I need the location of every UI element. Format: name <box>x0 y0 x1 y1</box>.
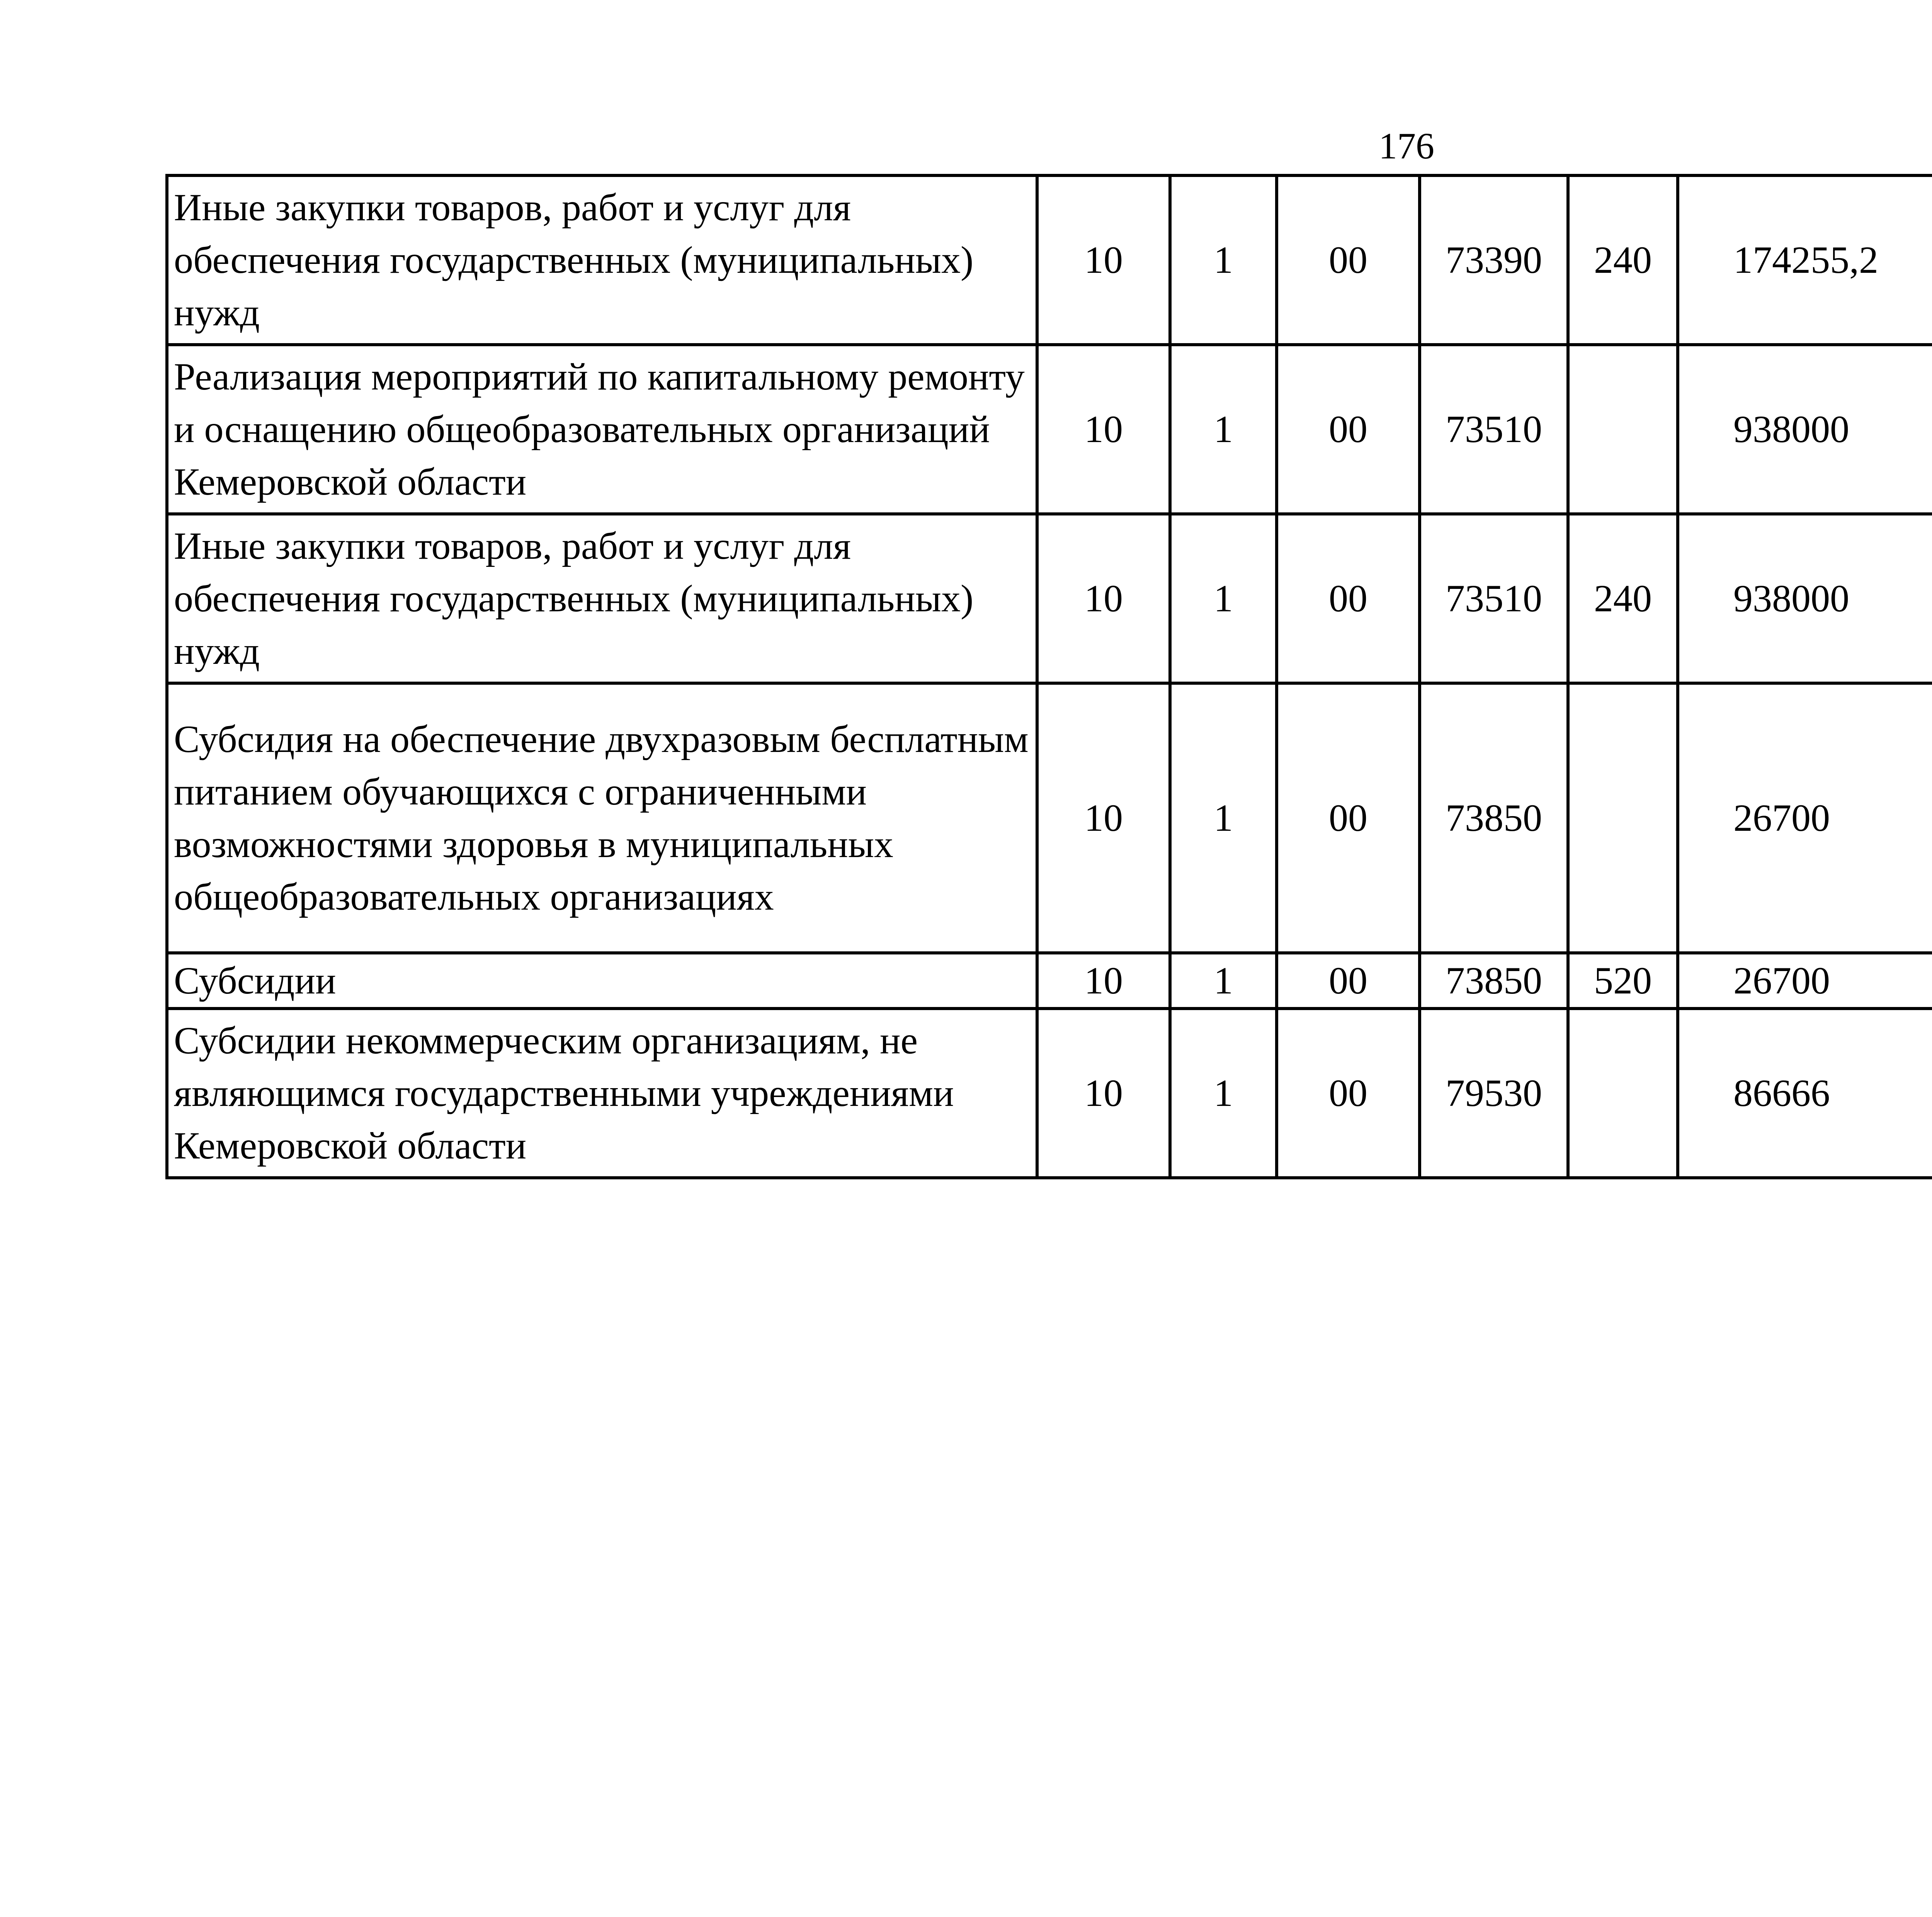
row-name: Иные закупки товаров, работ и услуг для обеспечения государственных (муниципальных) нужд <box>167 175 1037 345</box>
row-amount-1: 86666 <box>1678 1009 1932 1178</box>
row-section: 10 <box>1037 1009 1170 1178</box>
row-section: 10 <box>1037 683 1170 953</box>
page-number: 176 <box>1379 125 1434 167</box>
row-name: Субсидии <box>167 953 1037 1009</box>
row-program: 00 <box>1277 1009 1420 1178</box>
row-name: Субсидия на обеспечение двухразовым бесплатным питанием обучающихся с ограниченными возможностями здоровья в муниципальных общеобразовательных организациях <box>167 683 1037 953</box>
budget-table <box>165 174 1932 1179</box>
row-subsection: 1 <box>1170 175 1277 345</box>
row-name: Иные закупки товаров, работ и услуг для обеспечения государственных (муниципальных) нужд <box>167 514 1037 683</box>
row-program: 00 <box>1277 175 1420 345</box>
row-code: 73850 <box>1420 953 1568 1009</box>
row-vr: 520 <box>1568 953 1678 1009</box>
row-name: Реализация мероприятий по капитальному ремонту и оснащению общеобразовательных организаций Кемеровской области <box>167 345 1037 514</box>
row-program: 00 <box>1277 953 1420 1009</box>
row-code: 73510 <box>1420 345 1568 514</box>
row-amount-1: 26700 <box>1678 953 1932 1009</box>
row-code: 79530 <box>1420 1009 1568 1178</box>
row-vr <box>1568 1009 1678 1178</box>
row-code: 73510 <box>1420 514 1568 683</box>
row-subsection: 1 <box>1170 345 1277 514</box>
row-subsection: 1 <box>1170 514 1277 683</box>
row-vr <box>1568 345 1678 514</box>
table-row <box>167 514 1932 683</box>
row-code: 73850 <box>1420 683 1568 953</box>
row-code: 73390 <box>1420 175 1568 345</box>
row-program: 00 <box>1277 514 1420 683</box>
row-section: 10 <box>1037 514 1170 683</box>
row-subsection: 1 <box>1170 683 1277 953</box>
row-amount-1: 174255,2 <box>1678 175 1932 345</box>
table-row <box>167 683 1932 953</box>
row-section: 10 <box>1037 345 1170 514</box>
table-row <box>167 345 1932 514</box>
row-section: 10 <box>1037 175 1170 345</box>
table-row <box>167 175 1932 345</box>
table-row <box>167 1009 1932 1178</box>
row-name: Субсидии некоммерческим организациям, не являющимся государственными учреждениями Кемеровской области <box>167 1009 1037 1178</box>
row-vr: 240 <box>1568 175 1678 345</box>
row-vr: 240 <box>1568 514 1678 683</box>
table-row <box>167 953 1932 1009</box>
row-amount-1: 938000 <box>1678 514 1932 683</box>
row-amount-1: 26700 <box>1678 683 1932 953</box>
row-section: 10 <box>1037 953 1170 1009</box>
row-subsection: 1 <box>1170 953 1277 1009</box>
row-vr <box>1568 683 1678 953</box>
row-program: 00 <box>1277 345 1420 514</box>
row-program: 00 <box>1277 683 1420 953</box>
row-subsection: 1 <box>1170 1009 1277 1178</box>
row-amount-1: 938000 <box>1678 345 1932 514</box>
